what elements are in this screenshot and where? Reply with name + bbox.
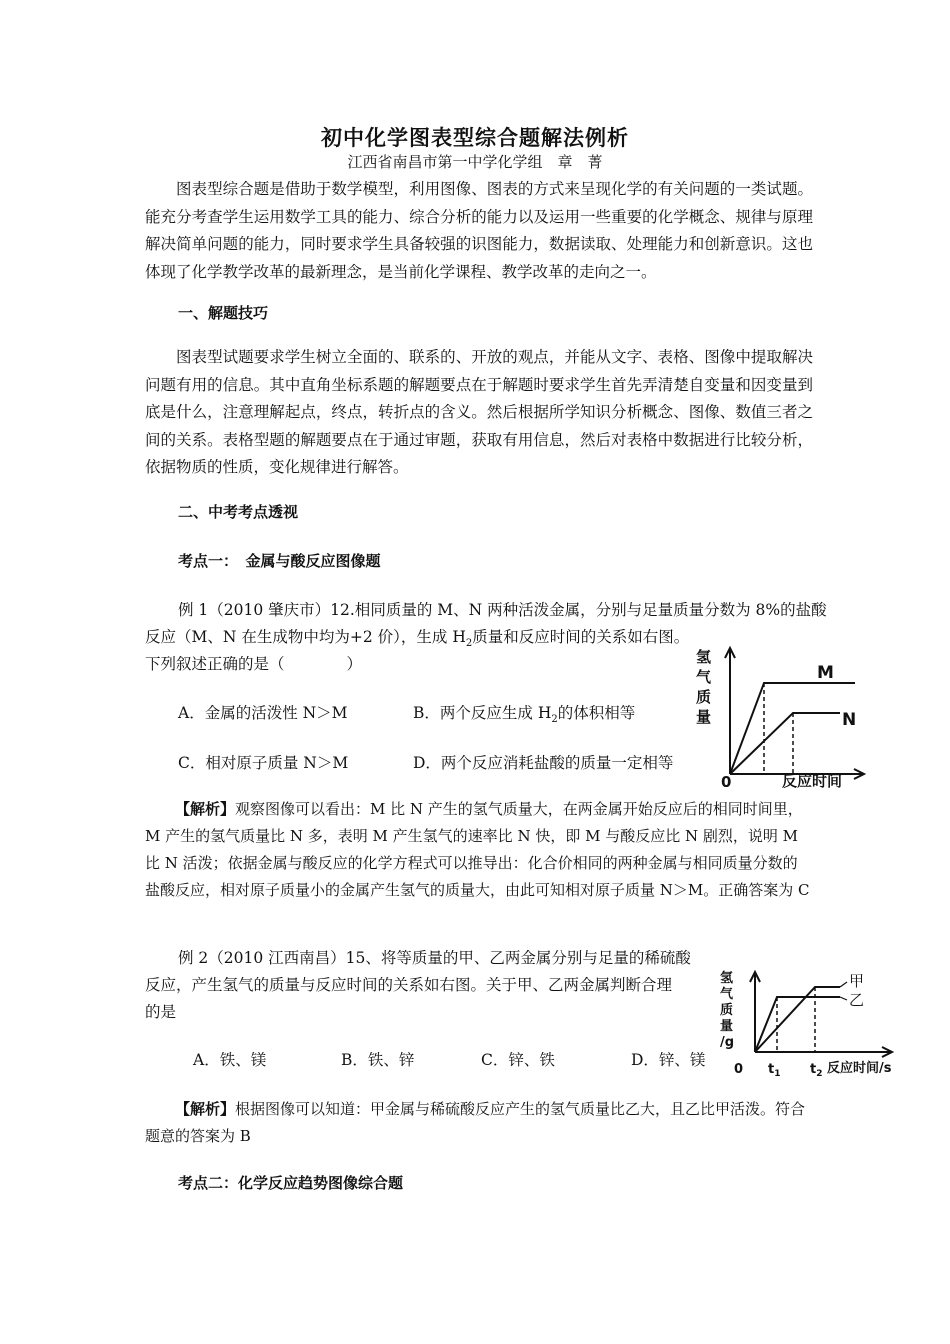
ex1-analysis: 【解析】观察图像可以看出：M 比 N 产生的氢气质量大，在两金属开始反应后的相同时间里，M 产生的氢气质量比 N 多，表明 M 产生氢气的速率比 N 快，即 M 与酸反应比 N 剧烈，说明 M 比 N 活泼；依据金属与酸反应的化学方程式可以推导出：化合价相同的两种金属与相同质量分数的盐酸反应，相对原子质量小的金属产生氢气的质量大，由此可知相对原子质量 N＞M。正确答案为 C: [145, 800, 810, 899]
ex2-ylabel-4: 量: [720, 1019, 734, 1034]
ex1-label-n: N: [842, 710, 857, 730]
ex1-graph: [690, 640, 870, 790]
ex2-option-c: C．锌、铁: [481, 1051, 555, 1069]
ex2-xlabel: 反应时间/s: [827, 1061, 892, 1076]
ex2-option-d: D．锌、镁: [631, 1051, 706, 1069]
ex1-option-c: C．相对原子质量 N＞M: [178, 754, 349, 772]
ex1-line1: 例 1（2010 肇庆市）12.相同质量的 M、N 两种活泼金属，分别与足量质量分数为 8%的盐酸: [178, 601, 827, 619]
ex1-option-b: B．两个反应生成 $H_2$的体积相等: [413, 704, 636, 726]
ex2-leader-yi: [840, 997, 847, 1000]
ex1-origin: 0: [721, 773, 732, 790]
ex1-option-d: D．两个反应消耗盐酸的质量一定相等: [413, 754, 674, 772]
ex1-line3: 下列叙述正确的是（ ）: [145, 655, 363, 673]
ex1-ylabel-4: 量: [696, 708, 712, 726]
section2-heading: 二、中考考点透视: [178, 503, 299, 521]
page-title: 初中化学图表型综合题解法例析: [321, 125, 629, 150]
ex2-t2: $t_2$: [810, 1062, 823, 1079]
kaodian2-heading: 考点二：化学反应趋势图像综合题: [178, 1174, 404, 1192]
section1-paragraph: 图表型试题要求学生树立全面的、联系的、开放的观点，并能从文字、表格、图像中提取解决问题有用的信息。其中直角坐标系题的解题要点在于解题时要求学生首先弄清楚自变量和因变量到底是什么，注意理解起点，终点，转折点的含义。然后根据所学知识分析概念、图像、数值三者之间的关系。表格型题的解题要点在于通过审题，获取有用信息，然后对表格中数据进行比较分析，依据物质的性质，变化规律进行解答。: [145, 348, 813, 476]
ex2-line1: 例 2（2010 江西南昌）15、将等质量的甲、乙两金属分别与足量的稀硫酸: [178, 949, 691, 967]
ex2-ylabel-5: /g: [720, 1035, 735, 1050]
ex2-graph: [710, 962, 910, 1082]
ex2-line3: 的是: [145, 1003, 177, 1021]
ex2-analysis: 【解析】根据图像可以知道：甲金属与稀硫酸反应产生的氢气质量比乙大，且乙比甲活泼。符合题意的答案为 B: [145, 1100, 806, 1145]
ex1-label-m: M: [817, 663, 834, 683]
ex1-curve-n: [730, 713, 840, 774]
ex1-line2: 反应（M、N 在生成物中均为+2 价），生成 $H_2$质量和反应时间的关系如右图。: [145, 628, 690, 650]
ex2-option-a: A．铁、镁: [193, 1051, 267, 1069]
ex1-ylabel-1: 氢: [696, 648, 712, 666]
ex2-t1: $t_1$: [768, 1062, 781, 1079]
ex1-ylabel-3: 质: [696, 688, 712, 706]
ex2-ylabel-1: 氢: [720, 971, 734, 986]
ex1-xlabel: 反应时间: [782, 772, 843, 790]
ex2-leader-jia: [840, 982, 847, 987]
author-line: 江西省南昌市第一中学化学组 章 菁: [347, 153, 603, 171]
ex2-line2: 反应，产生氢气的质量与反应时间的关系如右图。关于甲、乙两金属判断合理: [145, 976, 673, 994]
ex1-ylabel-2: 气: [696, 668, 712, 686]
ex2-option-b: B．铁、锌: [341, 1051, 415, 1069]
ex1-option-a: A．金属的活泼性 N＞M: [178, 704, 348, 722]
ex2-label-jia: 甲: [849, 972, 865, 990]
ex2-origin: 0: [734, 1062, 744, 1077]
ex2-ylabel-2: 气: [720, 987, 734, 1002]
ex2-ylabel-3: 质: [720, 1003, 734, 1018]
ex2-label-yi: 乙: [849, 991, 865, 1009]
section1-heading: 一、解题技巧: [178, 304, 269, 322]
kaodian1-heading: 考点一： 金属与酸反应图像题: [178, 552, 381, 570]
intro-paragraph: 图表型综合题是借助于数学模型，利用图像、图表的方式来呈现化学的有关问题的一类试题。能充分考查学生运用数学工具的能力、综合分析的能力以及运用一些重要的化学概念、规律与原理解决简单问题的能力，同时要求学生具备较强的识图能力，数据读取、处理能力和创新意识。这也体现了化学教学改革的最新理念，是当前化学课程、教学改革的走向之一。: [145, 180, 813, 281]
